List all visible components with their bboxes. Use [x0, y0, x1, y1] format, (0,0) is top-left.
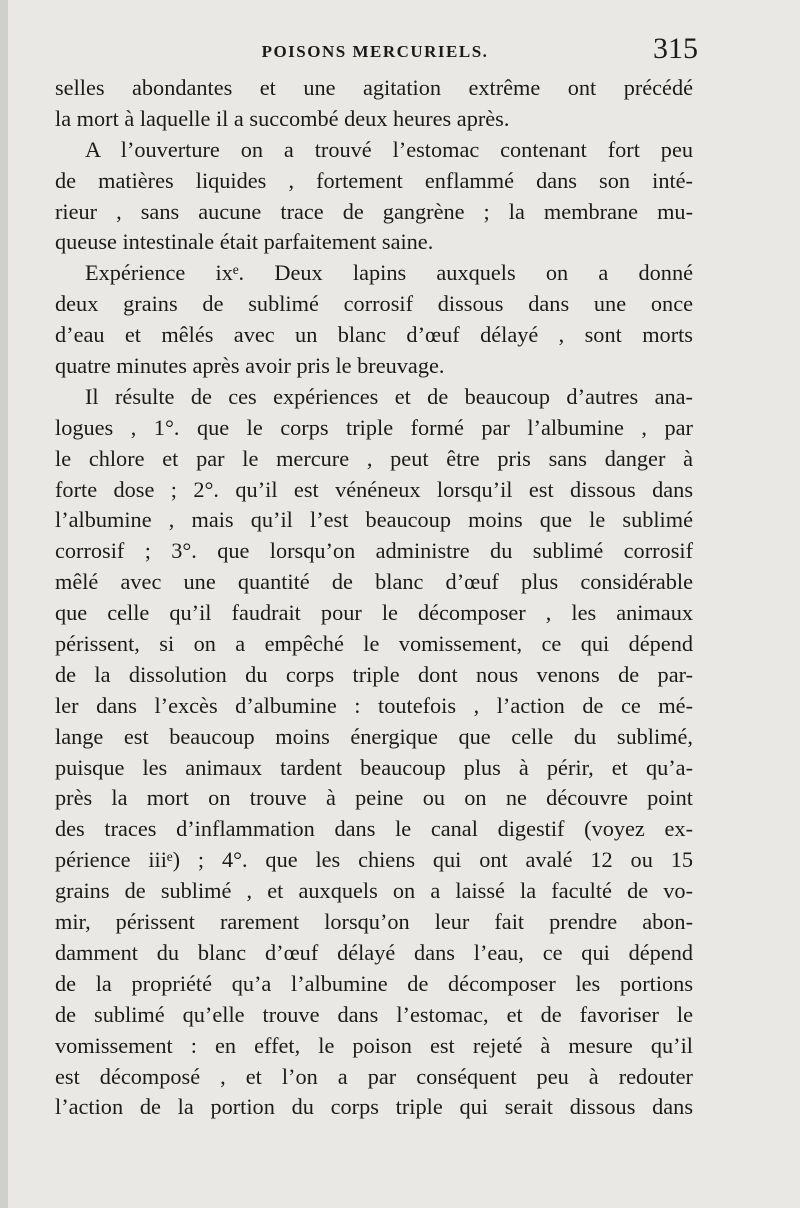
text-line: lange est beaucoup moins énergique que celle du sublimé, — [55, 723, 693, 749]
text-line: selles abondantes et une agitation extrême ont précédé — [55, 75, 693, 100]
text-line: deux grains de sublimé corrosif dissous dans une once — [55, 291, 693, 317]
text-line: mêlé avec une quantité de blanc d’œuf plus considérable — [55, 569, 693, 595]
text-line: la mort à laquelle il a succombé deux heures après. — [55, 105, 510, 131]
text-line: quatre minutes après avoir pris le breuvage. — [55, 353, 445, 379]
text-line: l’albumine , mais qu’il l’est beaucoup moins que le sublimé — [55, 507, 693, 533]
text-line: de la propriété qu’a l’albumine de décomposer les portions — [55, 970, 693, 996]
text-line: d’eau et mêlés avec un blanc d’œuf délayé , sont morts — [55, 322, 693, 348]
text-line: puisque les animaux tardent beaucoup plus à périr, et qu’a- — [55, 754, 693, 780]
text-line: queuse intestinale était parfaitement saine. — [55, 229, 434, 255]
text-line: périssent, si on a empêché le vomissement, ce qui dépend — [55, 631, 693, 657]
text-line: des traces d’inflammation dans le canal digestif (voyez ex- — [55, 816, 693, 842]
text-line: forte dose ; 2°. qu’il est vénéneux lorsqu’il est dissous dans — [55, 476, 693, 502]
text-line: périence iiiᵉ) ; 4°. que les chiens qui ont avalé 12 ou 15 — [55, 847, 693, 873]
text-line: logues , 1°. que le corps triple formé par l’albumine , par — [55, 414, 693, 440]
text-line: A l’ouverture on a trouvé l’estomac contenant fort peu — [85, 136, 693, 162]
text-line: l’action de la portion du corps triple qui serait dissous dans — [55, 1094, 693, 1120]
page-edge — [0, 0, 8, 1208]
text-line: est décomposé , et l’on a par conséquent peu à redouter — [55, 1063, 693, 1089]
text-line: mir, périssent rarement lorsqu’on leur fait prendre abon- — [55, 909, 693, 935]
running-head: POISONS MERCURIELS. — [261, 42, 489, 61]
page-number: 315 — [653, 32, 698, 65]
text-line: grains de sublimé , et auxquels on a laissé la faculté de vo- — [55, 878, 693, 904]
text-line: damment du blanc d’œuf délayé dans l’eau, ce qui dépend — [55, 939, 693, 965]
text-line: Il résulte de ces expériences et de beaucoup d’autres ana- — [85, 383, 693, 409]
text-line: rieur , sans aucune trace de gangrène ; la membrane mu- — [55, 198, 693, 224]
text-line: le chlore et par le mercure , peut être pris sans danger à — [55, 445, 693, 471]
text-line: de sublimé qu’elle trouve dans l’estomac, et de favoriser le — [55, 1001, 693, 1027]
text-line: que celle qu’il faudrait pour le décomposer , les animaux — [55, 600, 693, 626]
text-line: de la dissolution du corps triple dont nous venons de par- — [55, 661, 693, 687]
text-line: ler dans l’excès d’albumine : toutefois , l’action de ce mé- — [55, 692, 693, 718]
text-line: Expérience ixᵉ. Deux lapins auxquels on a donné — [85, 260, 693, 286]
text-line: près la mort on trouve à peine ou on ne découvre point — [55, 785, 693, 811]
page-body — [55, 73, 693, 1123]
text-line: corrosif ; 3°. que lorsqu’on administre du sublimé corrosif — [55, 538, 693, 564]
text-line: vomissement : en effet, le poison est rejeté à mesure qu’il — [55, 1032, 693, 1058]
text-line: de matières liquides , fortement enflammé dans son inté- — [55, 167, 693, 193]
page-header — [52, 32, 698, 68]
